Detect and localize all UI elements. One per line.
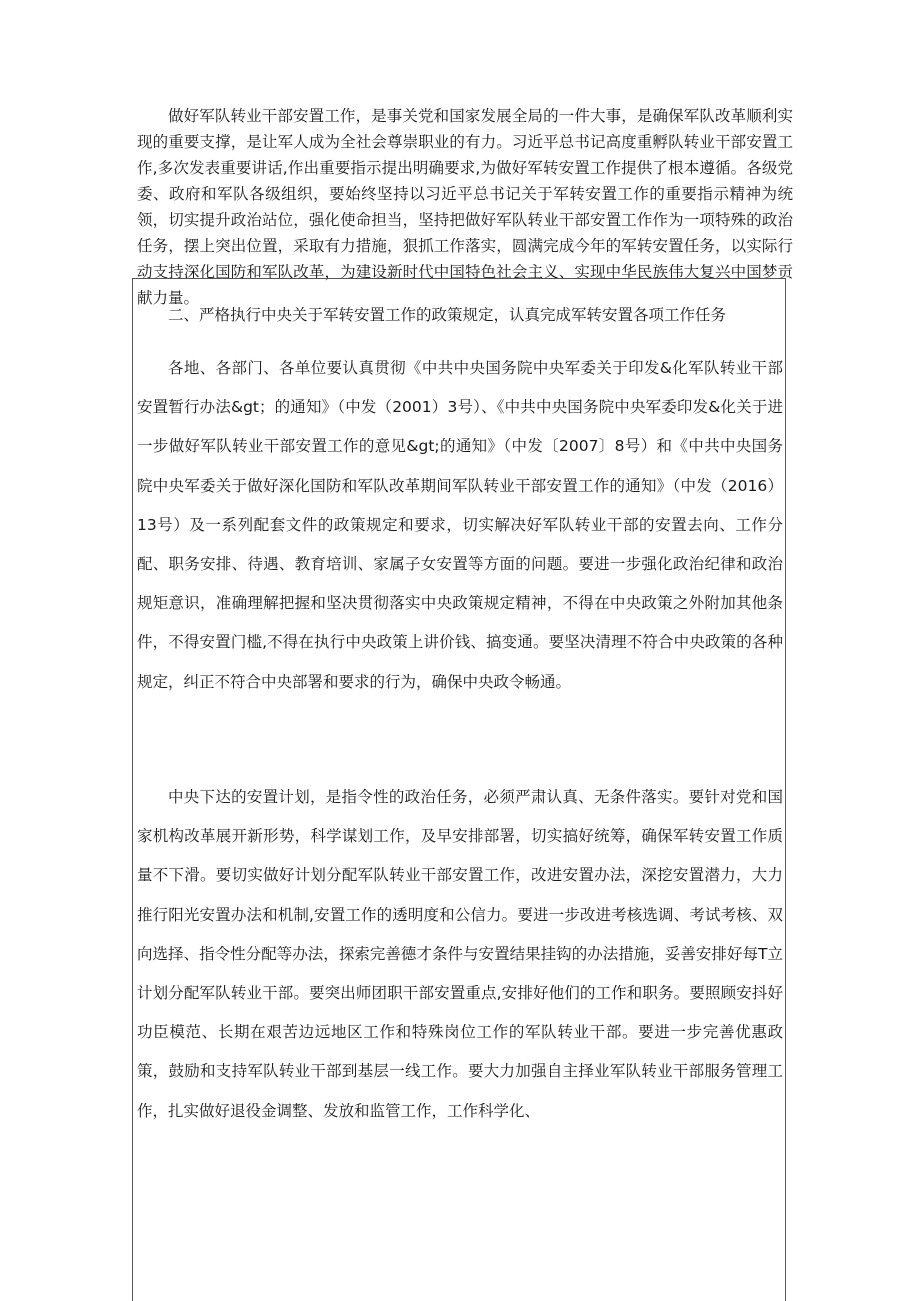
section-paragraph-1: 各地、各部门、各单位要认真贯彻《中共中央国务院中央军委关于印发&化军队转业干部安置暂行办法&gt；的通知》（中发（2001）3号）、《中共中央国务院中央军委印发&化关于进一步做好军队转业干部安置工作的意见&gt;的通知》（中发〔2007〕8号）和《中共中央国务院中央军委关于做好深化国防和军队改革期间军队转业干部安置工作的通知》（中发（2016）13号）及一系列配套文件的政策规定和要求，切实解决好军队转业干部的安置去向、工作分配、职务安排、待遇、教育培训、家属子女安置等方面的问题。要进一步强化政治纪律和政治规矩意识，准确理解把握和坚决贯彻落实中央政策规定精神，不得在中央政策之外附加其他条件，不得安置门槛,不得在执行中央政策上讲价钱、搞变通。要坚决清理不符合中央政策的各种规定，纠正不符合中央部署和要求的行为，确保中央政令畅通。 xyxy=(137,359,783,691)
section-paragraph-2: 中央下达的安置计划，是指令性的政治任务，必须严肃认真、无条件落实。要针对党和国家机构改革展开新形势，科学谋划工作，及早安排部署，切实搞好统筹，确保军转安置工作质量不下滑。要切实做好计划分配军队转业干部安置工作，改进安置办法，深挖安置潜力，大力推行阳光安置办法和机制,安置工作的透明度和公信力。要进一步改进考核选调、考试考核、双向选择、指令性分配等办法，探索完善德才条件与安置结果挂钩的办法措施，妥善安排好每T立计划分配军队转业干部。要突出师团职干部安置重点,安排好他们的工作和职务。要照顾安抖好功臣模范、长期在艰苦边远地区工作和特殊岗位工作的军队转业干部。要进一步完善优惠政策，鼓励和支持军队转业干部到基层一线工作。要大力加强自主择业军队转业干部服务管理工作，扎实做好退役金调整、发放和监管工作，工作科学化、 xyxy=(137,788,783,1120)
section-heading: 二、严格执行中央关于军转安置工作的政策规定，认真完成军转安置各项工作任务 xyxy=(168,306,727,324)
bordered-section xyxy=(132,278,786,1301)
intro-paragraph: 做好军队转业干部安置工作，是事关党和国家发展全局的一件大事，是确保军队改革顺利实现的重要支撑，是让军人成为全社会尊崇职业的有力。习近平总书记高度重孵队转业干部安置工作,多次发表重要讲话,作出重要指示提出明确要求,为做好军转安置工作提供了根本遵循。各级党委、政府和军队各级组织，要始终坚持以习近平总书记关于军转安置工作的重要指示精神为统领，切实提升政治站位，强化使命担当，坚持把做好军队转业干部安置工作作为一项特殊的政治任务，摆上突出位置，采取有力措施，狠抓工作落实，圆满完成今年的军转安置任务，以实际行动支持深化国防和军队改革，为建设新时代中国特色社会主义、实现中华民族伟大复兴中国梦贡献力量。 xyxy=(137,107,793,307)
